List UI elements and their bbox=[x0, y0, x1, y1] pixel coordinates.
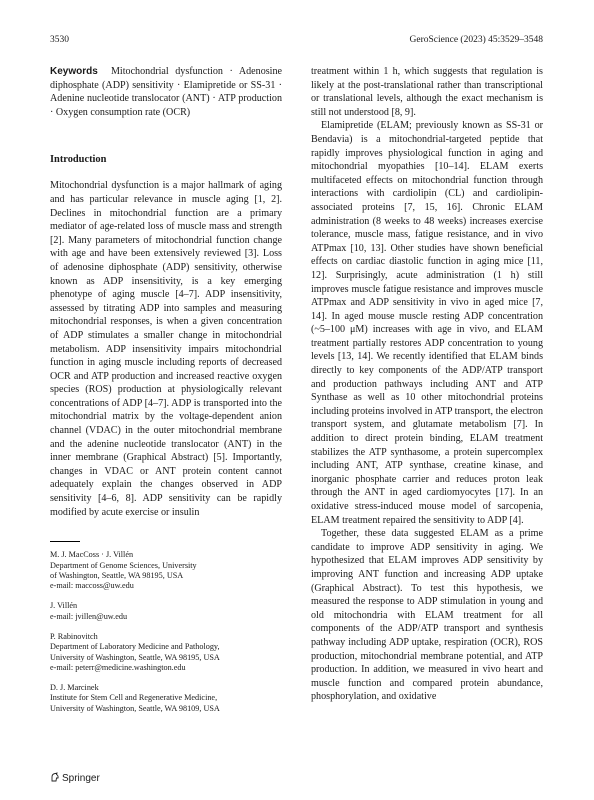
affiliation-author-names: M. J. MacCoss · J. Villén bbox=[50, 550, 134, 560]
affiliation-line: Department of Genome Sciences, University bbox=[50, 560, 197, 570]
affiliation-block bbox=[50, 601, 282, 622]
section-heading-introduction: Introduction bbox=[50, 154, 107, 166]
publisher-logo bbox=[50, 772, 100, 784]
affiliation-author-names: J. Villén bbox=[50, 601, 78, 611]
publisher-name: Springer bbox=[62, 773, 100, 784]
affiliation-block bbox=[50, 632, 282, 673]
keywords-label: Keywords bbox=[50, 66, 98, 77]
page-number: 3530 bbox=[50, 35, 69, 45]
affiliation-block bbox=[50, 683, 282, 714]
affiliation-line: e-mail: peterr@medicine.washington.edu bbox=[50, 662, 186, 672]
affiliation-line: e-mail: maccoss@uw.edu bbox=[50, 581, 134, 591]
springer-horse-icon bbox=[50, 772, 60, 782]
affiliation-line: University of Washington, Seattle, WA 98109, USA bbox=[50, 703, 220, 713]
affiliation-author-names: D. J. Marcinek bbox=[50, 683, 99, 693]
journal-reference: GeroScience (2023) 45:3529–3548 bbox=[409, 35, 543, 45]
intro-paragraph-2: Elamipretide (ELAM; previously known as SS-31 or Bendavia) is a mitochondrial-targeted peptide that rapidly improves physiological function in aging and mitochondrial myopathies [10–14]. ELAM exerts multifaceted effects on mitochondrial function through interactions with cardiolipin (CL) and cardiolipin-associated proteins [7, 15, 16]. Chronic ELAM administration (8 weeks to 48 weeks) increases exercise tolerance, muscle mass, fatigue resistance, and in vivo ATPmax [10, 13]. Other studies have shown beneficial effects on cardiac diastolic function in aging mice [11, 12]. Surprisingly, acute administration (1 h) still improves muscle fatigue resistance and improves muscle ATPmax and ADP sensitivity in vivo in aged mice [7, 14]. In aged mouse muscle resting ADP concentration (~5–100 μM) increases with age in vivo, and ELAM treatment partially restores ADP concentration to young levels [13, 14]. We recently identified that ELAM binds directly to key components of the ADP/ATP transport and production pathways including ANT and ATP Synthase as well as 10 other mitochondrial proteins including proteins involved in ATP transport, the electron transport system, and glutamate metabolism [7]. In addition to direct protein binding, ELAM treatment stabilizes the ATP synthasome, a protein supercomplex including ANT, ATP synthase, creatine kinase, and inorganic phosphate carrier and reduces proton leak through the ANT in aged cardiomyocytes [17]. In an oxidative stress-induced mouse model of sarcopenia, ELAM treatment repaired the sensitivity to ADP [4]. bbox=[311, 120, 543, 526]
affiliation-line: Department of Laboratory Medicine and Pathology, bbox=[50, 642, 220, 652]
keywords bbox=[50, 65, 282, 119]
affiliation-line: University of Washington, Seattle, WA 98195, USA bbox=[50, 652, 220, 662]
keywords-text: Mitochondrial dysfunction · Adenosine diphosphate (ADP) sensitivity · Elamipretide or SS-31 · Adenine nucleotide translocator (ANT) · ATP production · Oxygen consumption rate (OCR) bbox=[50, 66, 283, 118]
affiliation-author-names: P. Rabinovitch bbox=[50, 632, 98, 641]
right-column bbox=[311, 65, 543, 704]
affiliations bbox=[50, 550, 282, 714]
page-header bbox=[50, 35, 543, 49]
affiliation-line: Institute for Stem Cell and Regenerative Medicine, bbox=[50, 693, 218, 703]
intro-paragraph-1-continued: treatment within 1 h, which suggests that regulation is likely at the post-translational rather than transcriptional or translational levels, although the exact mechanism is still not understood [8, 9]. bbox=[311, 66, 543, 118]
intro-paragraph-1: Mitochondrial dysfunction is a major hallmark of aging and has particular relevance in muscle aging [1, 2]. Declines in mitochondrial function are a primary mediator of age-related loss of muscle mass and strength [2]. Many parameters of mitochondrial function change with age and have been extensively reviewed [3]. Loss of adenosine diphosphate (ADP) sensitivity, otherwise known as ADP insensitivity, is a key emerging phenotype of aging muscle [4–7]. ADP insensitivity, assessed by titrating ADP into samples and measuring mitochondrial responses, is when a given concentration of ADP stimulates a smaller change in mitochondrial metabolism. ADP insensitivity impairs mitochondrial function in aging muscle including reports of decreased OCR and ATP production and increased reactive oxygen species (ROS) production at physiologically relevant concentrations of ADP [4–7]. ADP is transported into the mitochondrial matrix by the voltage-dependent anion channel (VDAC) in the outer mitochondrial membrane and the adenine nucleotide translocator (ANT) in the inner membrane (Graphical Abstract) [5]. Importantly, changes in VDAC or ANT protein content cannot adequately explain the changes observed in ADP sensitivity [4–6, 8]. ADP sensitivity can be rapidly modified by acute exercise or insulin bbox=[50, 180, 282, 518]
left-column bbox=[50, 65, 282, 724]
affiliation-line: of Washington, Seattle, WA 98195, USA bbox=[50, 570, 184, 580]
intro-paragraph-3: Together, these data suggested ELAM as a prime candidate to improve ADP sensitivity in aging. We hypothesized that ELAM improves ADP sensitivity by improving ANT function and increasing ADP uptake (Graphical Abstract). To test this hypothesis, we measured the response to ADP stimulation in young and old mitochondria with ELAM treatment for all components of the ADP/ATP transport and synthesis pathway including ADP uptake, respiration (OCR), ROS production, mitochondrial membrane potential, and ATP production. In addition, we measured in vivo heart and muscle function and compared protein abundance, phosphorylation, and oxidative bbox=[311, 528, 543, 703]
affiliation-line: e-mail: jvillen@uw.edu bbox=[50, 611, 128, 621]
footnote-divider bbox=[50, 541, 80, 542]
affiliation-block bbox=[50, 550, 282, 591]
